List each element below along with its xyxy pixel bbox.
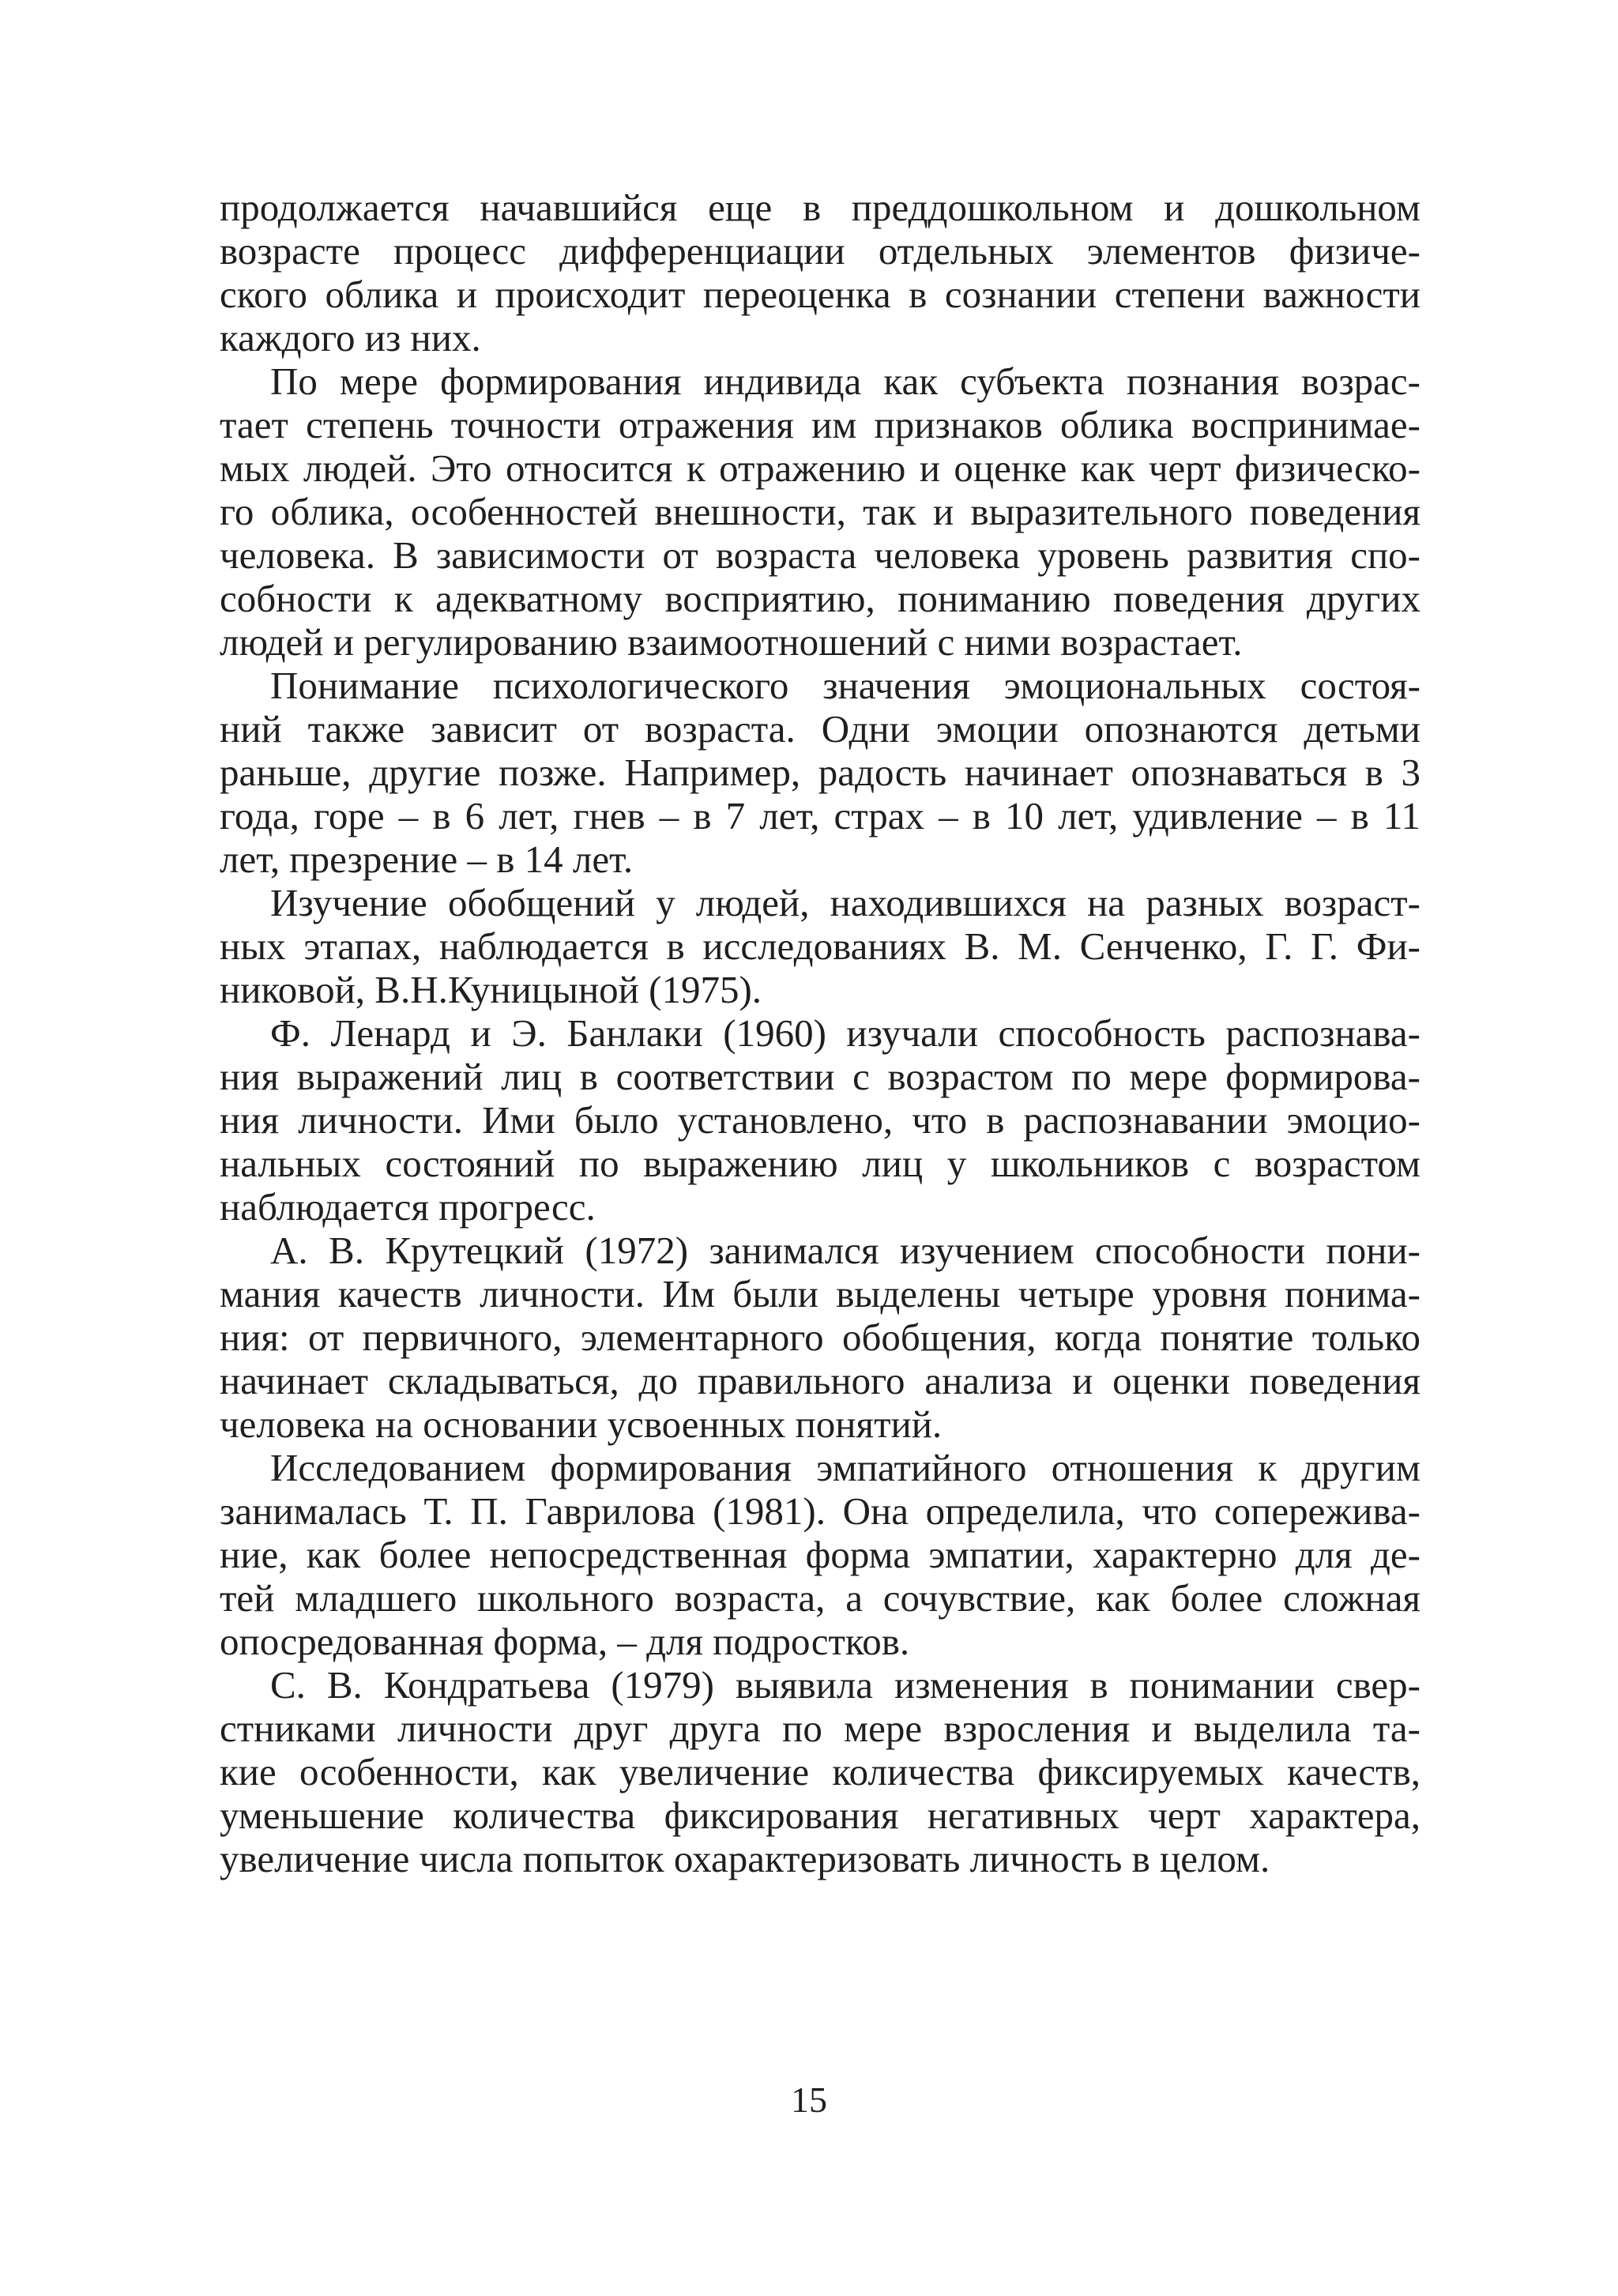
text-line: го облика, особенностей внешности, так и выразительного поведения	[220, 490, 1420, 533]
text-line: тей младшего школьного возраста, а сочувствие, как более сложная	[220, 1576, 1420, 1620]
text-line: года, горе – в 6 лет, гнев – в 7 лет, страх – в 10 лет, удивление – в 11	[220, 794, 1420, 837]
text-line: ского облика и происходит переоценка в сознании степени важности	[220, 273, 1420, 316]
text-line: С. В. Кондратьева (1979) выявила изменения в понимании свер-	[270, 1663, 1420, 1707]
text-line: Изучение обобщений у людей, находившихся на разных возраст-	[270, 881, 1420, 924]
page-number: 15	[791, 2080, 827, 2120]
text-line: Ф. Ленард и Э. Банлаки (1960) изучали способность распознава-	[270, 1011, 1420, 1055]
text-line: мания качеств личности. Им были выделены четыре уровня понима-	[220, 1272, 1420, 1315]
text-line: продолжается начавшийся еще в преддошкольном и дошкольном	[220, 186, 1420, 229]
text-line: никовой, В.Н.Куницыной (1975).	[220, 968, 762, 1011]
text-line: стниками личности друг друга по мере взросления и выделила та-	[220, 1707, 1420, 1750]
text-line: человека. В зависимости от возраста человека уровень развития спо-	[220, 533, 1420, 577]
text-line: нальных состояний по выражению лиц у школьников с возрастом	[220, 1142, 1420, 1185]
paragraph	[220, 359, 1420, 664]
text-line: собности к адекватному восприятию, пониманию поведения других	[220, 577, 1420, 620]
text-line: ний также зависит от возраста. Одни эмоции опознаются детьми	[220, 707, 1420, 751]
paragraph	[220, 1011, 1420, 1229]
text-line: ния: от первичного, элементарного обобщения, когда понятие только	[220, 1315, 1420, 1359]
text-line: начинает складываться, до правильного анализа и оценки поведения	[220, 1359, 1420, 1402]
text-line: раньше, другие позже. Например, радость начинает опознаваться в 3	[220, 751, 1420, 794]
text-line: кие особенности, как увеличение количества фиксируемых качеств,	[220, 1750, 1420, 1794]
paragraph	[220, 881, 1420, 1011]
text-line: уменьшение количества фиксирования негативных черт характера,	[220, 1794, 1420, 1837]
paragraph	[220, 1229, 1420, 1446]
paragraph	[220, 1663, 1420, 1880]
paragraph	[220, 186, 1420, 359]
text-line: каждого из них.	[220, 316, 481, 359]
text-line: опосредованная форма, – для подростков.	[220, 1620, 910, 1663]
text-line: ния выражений лиц в соответствии с возрастом по мере формирова-	[220, 1055, 1420, 1098]
text-line: возрасте процесс дифференциации отдельных элементов физиче-	[220, 229, 1420, 273]
body-text	[220, 186, 1420, 1880]
text-line: увеличение числа попыток охарактеризовать личность в целом.	[220, 1837, 1270, 1880]
text-line: По мере формирования индивида как субъекта познания возрас-	[270, 359, 1420, 403]
paragraph	[220, 1446, 1420, 1663]
text-line: ных этапах, наблюдается в исследованиях В. М. Сенченко, Г. Г. Фи-	[220, 924, 1420, 968]
text-line: человека на основании усвоенных понятий.	[220, 1402, 943, 1446]
text-line: А. В. Крутецкий (1972) занимался изучением способности пони-	[270, 1229, 1420, 1272]
text-line: наблюдается прогресс.	[220, 1185, 596, 1229]
text-line: Исследованием формирования эмпатийного отношения к другим	[270, 1446, 1420, 1489]
text-line: мых людей. Это относится к отражению и оценке как черт физическо-	[220, 446, 1420, 490]
text-line: ние, как более непосредственная форма эмпатии, характерно для де-	[220, 1533, 1420, 1576]
text-line: лет, презрение – в 14 лет.	[220, 837, 634, 881]
text-line: занималась Т. П. Гаврилова (1981). Она определила, что сопережива-	[220, 1489, 1420, 1533]
text-line: тает степень точности отражения им признаков облика воспринимае-	[220, 403, 1420, 446]
text-line: Понимание психологического значения эмоциональных состоя-	[270, 664, 1420, 707]
paragraph	[220, 664, 1420, 881]
text-line: ния личности. Ими было установлено, что в распознавании эмоцио-	[220, 1098, 1420, 1142]
text-line: людей и регулированию взаимоотношений с ними возрастает.	[220, 620, 1243, 664]
